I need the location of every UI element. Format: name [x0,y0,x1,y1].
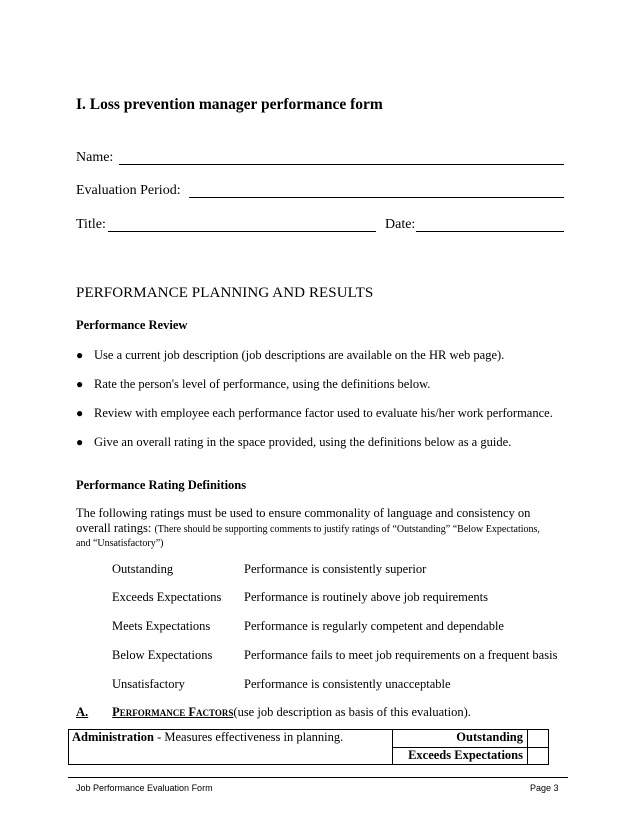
definitions-intro-line-3: and “Unsatisfactory”) [76,538,164,549]
evaluation-period-label: Evaluation Period: [76,183,181,198]
title-date-field-row [76,217,564,237]
title-input-line[interactable] [108,231,376,232]
performance-review-heading: Performance Review [76,318,188,332]
name-label: Name: [76,150,114,165]
exceeds-expectations-label: Exceeds Expectations [393,747,528,765]
rating-description: Performance is regularly competent and dependable [244,619,504,633]
bullet-icon: ● [76,435,84,449]
footer-divider [68,777,568,778]
evaluation-period-input-line[interactable] [189,197,564,198]
date-label: Date: [385,217,416,232]
exceeds-expectations-checkbox[interactable] [528,747,549,765]
performance-factors-heading [76,705,471,720]
section-heading: PERFORMANCE PLANNING AND RESULTS [76,285,374,301]
name-input-line[interactable] [119,164,564,165]
rating-description: Performance is consistently superior [244,562,427,576]
footer-left-text: Job Performance Evaluation Form [76,783,213,793]
administration-cell [69,730,393,765]
name-field-row [76,150,564,170]
rating-description: Performance fails to meet job requirements on a frequent basis [244,648,558,662]
performance-factors-note: (use job description as basis of this evaluation). [233,705,471,719]
bullet-icon: ● [76,348,84,362]
form-title: I. Loss prevention manager performance form [76,96,383,113]
rating-name: Unsatisfactory [112,677,185,691]
page-number: Page 3 [530,783,559,793]
rating-description: Performance is consistently unacceptable [244,677,451,691]
title-label: Title: [76,217,106,232]
outstanding-label: Outstanding [393,730,528,748]
performance-factors-title: Performance Factors [112,705,234,719]
definitions-intro-line-2 [76,521,540,536]
evaluation-period-field-row [76,183,564,203]
administration-rating-table [68,729,549,765]
definitions-intro-line-1: The following ratings must be used to ensure commonality of language and consistency on [76,506,531,520]
outstanding-checkbox[interactable] [528,730,549,748]
rating-name: Meets Expectations [112,619,211,633]
bullet-icon: ● [76,406,84,420]
overall-ratings-label: overall ratings: [76,521,152,535]
rating-definitions-heading: Performance Rating Definitions [76,478,247,492]
rating-description: Performance is routinely above job requirements [244,590,489,604]
section-letter: A. [76,705,89,719]
date-input-line[interactable] [416,231,564,232]
administration-description: - Measures effectiveness in planning. [153,730,344,744]
definitions-note: (There should be supporting comments to justify ratings of “Outstanding” “Below Expectations, [154,524,540,535]
administration-title: Administration [72,730,154,744]
rating-name: Below Expectations [112,648,213,662]
rating-name: Exceeds Expectations [112,590,222,604]
rating-name: Outstanding [112,562,174,576]
bullet-icon: ● [76,377,84,391]
